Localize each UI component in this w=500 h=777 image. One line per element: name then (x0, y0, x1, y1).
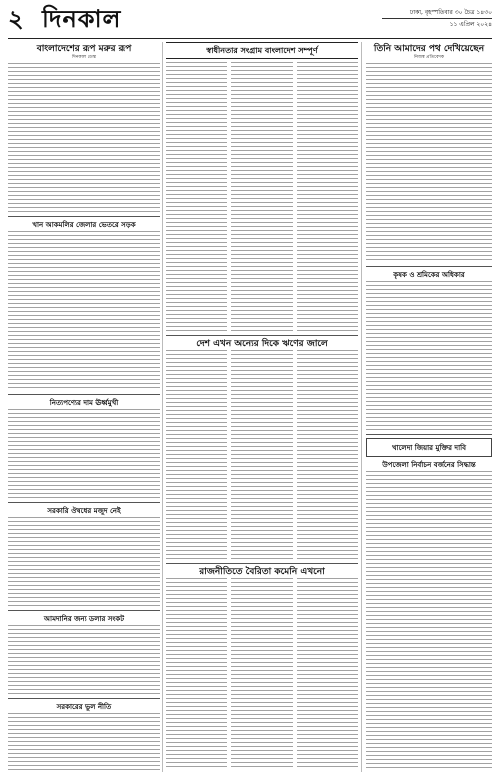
article-body (166, 62, 227, 332)
headline: রাজনীতিতে বৈরিতা কমেনি এখনো (199, 567, 325, 577)
article-columns (166, 578, 358, 768)
article-body (231, 62, 292, 332)
article-body (231, 350, 292, 560)
article-body (8, 231, 160, 391)
article-body (166, 350, 227, 560)
right-column (366, 42, 492, 772)
newspaper-name: দিনকাল (42, 5, 122, 33)
article-body (297, 578, 358, 768)
masthead (8, 4, 492, 39)
article-body (166, 578, 227, 768)
date-line-2: ১১ এপ্রিল ২০২৪ (449, 21, 492, 28)
article-body (366, 63, 492, 263)
banner-headline: স্বাধীনতার সংগ্রাম বাংলাদেশ সম্পূর্ণ (166, 42, 358, 59)
byline: নিজস্ব প্রতিবেদক (413, 55, 445, 60)
headline: আমদানির জন্য ডলার সংকট (43, 614, 125, 623)
headline: খালেদা জিয়ার মুক্তির দাবি (391, 443, 467, 452)
article-body (8, 517, 160, 607)
article-body (8, 713, 160, 772)
headline: খান আকমলির জেলার ভেতরে সড়ক (32, 220, 136, 229)
article-body (297, 62, 358, 332)
article-body (8, 409, 160, 499)
article-body (366, 281, 492, 431)
column-divider (162, 42, 163, 772)
article-body (8, 625, 160, 695)
date-line-1: ঢাকা, বৃহস্পতিবার ৩০ চৈত্র ১৪৩০ (409, 9, 492, 16)
headline: সরকারের ভুল নীতি (56, 702, 112, 711)
article-columns (166, 62, 358, 332)
headline: তিনি আমাদের পথ দেখিয়েছেন (373, 44, 485, 54)
article-body (231, 578, 292, 768)
boxed-story (366, 438, 492, 457)
page-number: ২ (8, 5, 24, 33)
article-columns (166, 350, 358, 560)
byline: দিনকাল ডেস্ক (72, 55, 96, 60)
headline: বাংলাদেশের রূপ মরুর রূপ (36, 44, 132, 54)
date-box (382, 8, 492, 29)
headline: কৃষক ও শ্রমিকের অধিকার (393, 270, 465, 279)
headline: সরকারি ঔষধের মজুদ নেই (47, 506, 121, 515)
left-column (8, 42, 160, 772)
headline: দেশ এখন অন্যের দিকে ঋণের জালে (196, 339, 328, 349)
article-body (297, 350, 358, 560)
headline: নিত্যপণ্যের দাম ঊর্ধ্বমুখী (49, 398, 119, 407)
article-body (366, 471, 492, 771)
middle-column (166, 42, 358, 772)
column-divider (361, 42, 362, 772)
headline: উপজেলা নির্বাচন বর্জনের সিদ্ধান্ত (382, 460, 476, 469)
article-body (8, 63, 160, 213)
